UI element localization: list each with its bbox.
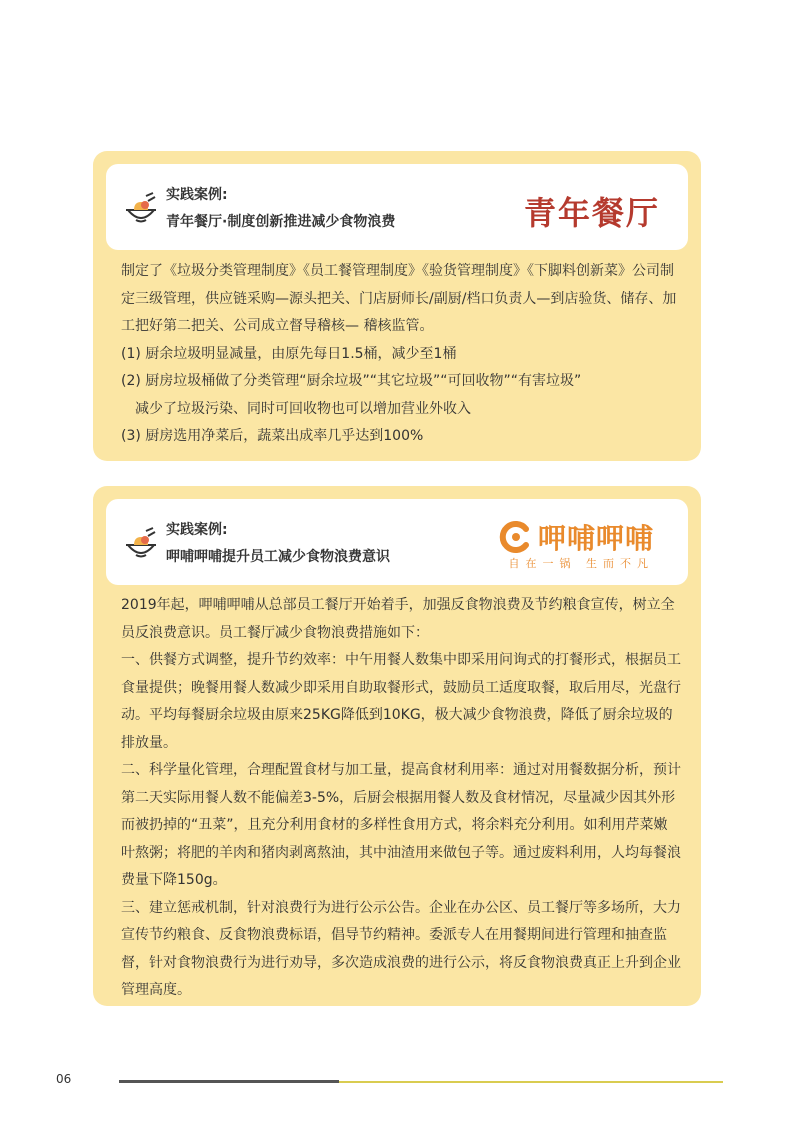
- case-title: 呷哺呷哺提升员工减少食物浪费意识: [166, 549, 390, 565]
- paragraph: 制定了《垃圾分类管理制度》《员工餐管理制度》《验货管理制度》《下脚料创新菜》公司制定三级管理，供应链采购—源头把关、门店厨师长/副厨/档口负责人—到店验货、储存、加工把好第二把关、公司成立督导稽核— 稽核监管。: [121, 263, 677, 334]
- xiabu-logo-name: 呷哺呷哺: [537, 522, 654, 555]
- case-label: 实践案例:: [166, 187, 228, 203]
- case-heading: [166, 184, 395, 234]
- case-body: [121, 592, 681, 1005]
- footer-rule-light: [339, 1081, 723, 1083]
- xiabu-slogan: 自在一锅 生而不凡: [508, 557, 654, 570]
- case-card-qingnian: [93, 151, 701, 461]
- paragraph: (3) 厨房选用净菜后，蔬菜出成率几乎达到100%: [121, 428, 424, 444]
- xiabu-logo: [484, 517, 654, 575]
- case-label: 实践案例:: [166, 522, 228, 538]
- paragraph: 2019年起，呷哺呷哺从总部员工餐厅开始着手，加强反食物浪费及节约粮食宣传，树立全员反浪费意识。员工餐厅减少食物浪费措施如下：: [121, 597, 675, 641]
- paragraph: (2) 厨房垃圾桶做了分类管理“厨余垃圾”“其它垃圾”“可回收物”“有害垃圾”: [121, 373, 582, 389]
- paragraph: 三、建立惩戒机制，针对浪费行为进行公示公告。企业在办公区、员工餐厅等多场所，大力宣传节约粮食、反食物浪费标语，倡导节约精神。委派专人在用餐期间进行管理和抽查监督，针对食物浪费行为进行劝导，多次造成浪费的进行公示，将反食物浪费真正上升到企业管理高度。: [121, 899, 681, 998]
- bowl-icon: [124, 527, 158, 561]
- page-number: 06: [56, 1072, 72, 1086]
- paragraph: 减少了垃圾污染、同时可回收物也可以增加营业外收入: [135, 400, 471, 417]
- case-card-xiabu: [93, 486, 701, 1006]
- case-title: 青年餐厅·制度创新推进减少食物浪费: [166, 214, 396, 230]
- qingnian-logo: 青年餐厅: [523, 194, 660, 232]
- paragraph: 二、科学量化管理，合理配置食材与加工量，提高食材利用率：通过对用餐数据分析，预计第二天实际用餐人数不能偏差3-5%，后厨会根据用餐人数及食材情况，尽量减少因其外形而被扔掉的“丑菜”，且充分利用食材的多样性食用方式，将余料充分利用。如利用芹菜嫩叶熬粥；将肥的羊肉和猪肉剥离熬油，其中油渣用来做包子等。通过废料利用，人均每餐浪费量下降150g。: [121, 762, 681, 888]
- bowl-icon: [124, 192, 158, 226]
- paragraph: 一、供餐方式调整，提升节约效率：中午用餐人数集中即采用问询式的打餐形式，根据员工食量提供；晚餐用餐人数减少即采用自助取餐形式，鼓励员工适度取餐，取后用尽，光盘行动。平均每餐厨余垃圾由原来25KG降低到10KG，极大减少食物浪费，降低了厨余垃圾的排放量。: [121, 652, 681, 751]
- case-body: [121, 258, 681, 451]
- case-card-header: [106, 499, 688, 585]
- logo-mark-icon: [496, 519, 532, 555]
- footer-rule-dark: [119, 1080, 339, 1083]
- paragraph: (1) 厨余垃圾明显减量，由原先每日1.5桶，减少至1桶: [121, 345, 457, 362]
- case-heading: [166, 519, 390, 569]
- case-card-header: [106, 164, 688, 250]
